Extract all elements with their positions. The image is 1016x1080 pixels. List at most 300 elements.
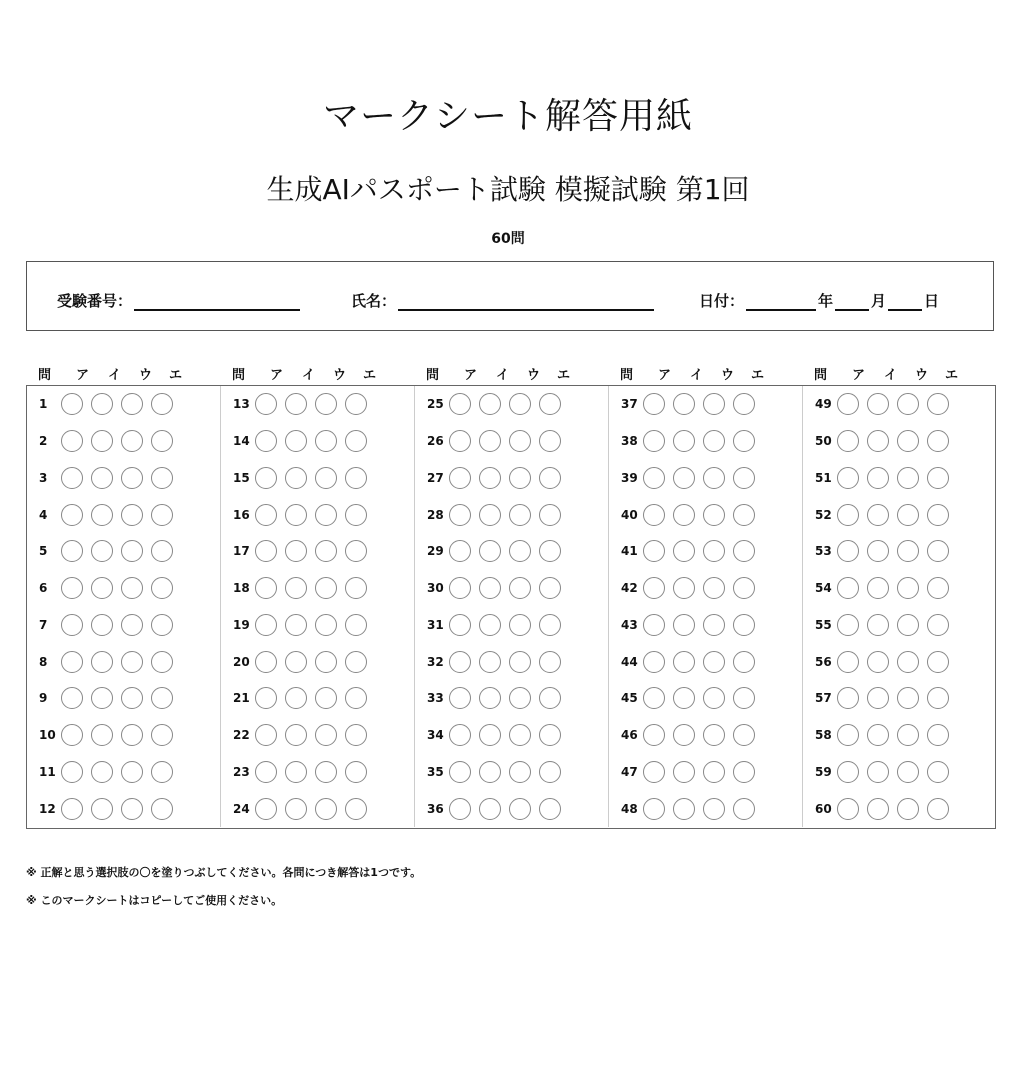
answer-bubble[interactable] bbox=[121, 761, 143, 783]
answer-bubble[interactable] bbox=[285, 761, 307, 783]
answer-bubble[interactable] bbox=[345, 467, 367, 489]
question-number: 36 bbox=[427, 801, 444, 816]
question-number: 5 bbox=[39, 544, 48, 559]
answer-bubble[interactable] bbox=[285, 614, 307, 636]
answer-row bbox=[609, 790, 803, 827]
question-number: 14 bbox=[233, 434, 250, 449]
answer-bubble[interactable] bbox=[61, 651, 83, 673]
answer-bubble[interactable] bbox=[703, 798, 725, 820]
answer-bubble[interactable] bbox=[673, 687, 695, 709]
answer-bubble[interactable] bbox=[151, 798, 173, 820]
date-field[interactable] bbox=[699, 290, 939, 311]
answer-bubble[interactable] bbox=[91, 724, 113, 746]
answer-bubble[interactable] bbox=[479, 577, 501, 599]
answer-bubble[interactable] bbox=[703, 687, 725, 709]
answer-bubble[interactable] bbox=[927, 798, 949, 820]
exam-number-line[interactable] bbox=[134, 293, 300, 311]
question-count: 60問 bbox=[491, 231, 525, 247]
answer-bubble[interactable] bbox=[121, 724, 143, 746]
answer-bubble[interactable] bbox=[255, 430, 277, 452]
header-option-label: ア bbox=[270, 368, 284, 383]
answer-bubble[interactable] bbox=[733, 393, 755, 415]
answer-bubble[interactable] bbox=[91, 687, 113, 709]
answer-bubble[interactable] bbox=[345, 724, 367, 746]
answer-bubble[interactable] bbox=[285, 724, 307, 746]
answer-bubble[interactable] bbox=[867, 430, 889, 452]
question-number: 44 bbox=[621, 654, 638, 669]
answer-bubble[interactable] bbox=[121, 577, 143, 599]
answer-bubble[interactable] bbox=[285, 687, 307, 709]
answer-bubble[interactable] bbox=[673, 393, 695, 415]
answer-bubble[interactable] bbox=[733, 577, 755, 599]
answer-bubble[interactable] bbox=[643, 577, 665, 599]
answer-bubble[interactable] bbox=[479, 504, 501, 526]
answer-bubble[interactable] bbox=[121, 540, 143, 562]
answer-bubble[interactable] bbox=[867, 467, 889, 489]
answer-bubble[interactable] bbox=[285, 577, 307, 599]
answer-bubble[interactable] bbox=[927, 651, 949, 673]
answer-bubble[interactable] bbox=[315, 798, 337, 820]
answer-row bbox=[415, 460, 609, 497]
answer-bubble[interactable] bbox=[255, 467, 277, 489]
answer-bubble[interactable] bbox=[61, 614, 83, 636]
answer-bubble[interactable] bbox=[345, 798, 367, 820]
answer-bubble[interactable] bbox=[509, 761, 531, 783]
answer-bubble[interactable] bbox=[733, 798, 755, 820]
answer-bubble[interactable] bbox=[121, 504, 143, 526]
answer-bubble[interactable] bbox=[733, 504, 755, 526]
header-option-label: エ bbox=[751, 368, 765, 383]
answer-bubble[interactable] bbox=[643, 504, 665, 526]
answer-bubble[interactable] bbox=[703, 724, 725, 746]
answer-bubble[interactable] bbox=[897, 430, 919, 452]
answer-bubble[interactable] bbox=[61, 393, 83, 415]
header-option-label: ア bbox=[658, 368, 672, 383]
answer-bubble[interactable] bbox=[539, 761, 561, 783]
answer-bubble[interactable] bbox=[703, 393, 725, 415]
answer-bubble[interactable] bbox=[867, 761, 889, 783]
answer-row bbox=[415, 680, 609, 717]
answer-bubble[interactable] bbox=[315, 393, 337, 415]
answer-bubble[interactable] bbox=[703, 614, 725, 636]
answer-column bbox=[27, 386, 221, 827]
answer-bubble[interactable] bbox=[867, 724, 889, 746]
question-number: 2 bbox=[39, 434, 48, 449]
answer-bubble[interactable] bbox=[867, 614, 889, 636]
answer-bubble[interactable] bbox=[345, 614, 367, 636]
answer-bubble[interactable] bbox=[449, 724, 471, 746]
answer-bubble[interactable] bbox=[509, 687, 531, 709]
answer-bubble[interactable] bbox=[479, 540, 501, 562]
answer-bubble[interactable] bbox=[61, 467, 83, 489]
answer-header-row bbox=[26, 364, 996, 382]
date-label: 日付： bbox=[699, 292, 745, 310]
answer-bubble[interactable] bbox=[121, 467, 143, 489]
day-line[interactable] bbox=[888, 293, 922, 311]
answer-bubble[interactable] bbox=[643, 724, 665, 746]
answer-row bbox=[803, 570, 997, 607]
answer-row bbox=[415, 717, 609, 754]
answer-bubble[interactable] bbox=[345, 761, 367, 783]
answer-bubble[interactable] bbox=[255, 577, 277, 599]
answer-bubble[interactable] bbox=[673, 540, 695, 562]
answer-grid bbox=[26, 385, 996, 829]
answer-bubble[interactable] bbox=[927, 430, 949, 452]
question-number: 20 bbox=[233, 654, 250, 669]
answer-bubble[interactable] bbox=[837, 798, 859, 820]
answer-bubble[interactable] bbox=[539, 577, 561, 599]
header-question-label: 問 bbox=[814, 368, 828, 383]
answer-bubble[interactable] bbox=[837, 651, 859, 673]
answer-row bbox=[609, 533, 803, 570]
answer-bubble[interactable] bbox=[673, 724, 695, 746]
answer-bubble[interactable] bbox=[315, 430, 337, 452]
answer-bubble[interactable] bbox=[151, 504, 173, 526]
answer-bubble[interactable] bbox=[285, 540, 307, 562]
answer-bubble[interactable] bbox=[479, 467, 501, 489]
answer-bubble[interactable] bbox=[345, 540, 367, 562]
answer-bubble[interactable] bbox=[733, 540, 755, 562]
answer-bubble[interactable] bbox=[897, 798, 919, 820]
answer-bubble[interactable] bbox=[643, 761, 665, 783]
answer-bubble[interactable] bbox=[539, 798, 561, 820]
answer-bubble[interactable] bbox=[673, 577, 695, 599]
answer-bubble[interactable] bbox=[479, 687, 501, 709]
answer-bubble[interactable] bbox=[927, 614, 949, 636]
answer-bubble[interactable] bbox=[285, 393, 307, 415]
answer-bubble[interactable] bbox=[255, 687, 277, 709]
answer-bubble[interactable] bbox=[643, 651, 665, 673]
answer-bubble[interactable] bbox=[91, 540, 113, 562]
name-line[interactable] bbox=[398, 293, 654, 311]
answer-row bbox=[803, 717, 997, 754]
answer-row bbox=[27, 643, 221, 680]
answer-bubble[interactable] bbox=[449, 687, 471, 709]
answer-bubble[interactable] bbox=[449, 393, 471, 415]
answer-bubble[interactable] bbox=[151, 540, 173, 562]
answer-bubble[interactable] bbox=[345, 651, 367, 673]
answer-row bbox=[27, 680, 221, 717]
answer-bubble[interactable] bbox=[91, 651, 113, 673]
answer-bubble[interactable] bbox=[539, 467, 561, 489]
answer-bubble[interactable] bbox=[733, 467, 755, 489]
answer-bubble[interactable] bbox=[927, 393, 949, 415]
answer-bubble[interactable] bbox=[449, 430, 471, 452]
answer-row bbox=[803, 643, 997, 680]
answer-bubble[interactable] bbox=[255, 393, 277, 415]
question-number: 41 bbox=[621, 544, 638, 559]
answer-bubble[interactable] bbox=[703, 540, 725, 562]
answer-bubble[interactable] bbox=[897, 761, 919, 783]
answer-bubble[interactable] bbox=[733, 430, 755, 452]
answer-bubble[interactable] bbox=[315, 540, 337, 562]
answer-bubble[interactable] bbox=[315, 724, 337, 746]
answer-bubble[interactable] bbox=[539, 504, 561, 526]
answer-bubble[interactable] bbox=[151, 614, 173, 636]
question-number: 47 bbox=[621, 764, 638, 779]
answer-bubble[interactable] bbox=[673, 614, 695, 636]
name-label: 氏名： bbox=[351, 292, 397, 310]
header-question-label: 問 bbox=[426, 368, 440, 383]
answer-bubble[interactable] bbox=[315, 687, 337, 709]
answer-bubble[interactable] bbox=[703, 504, 725, 526]
answer-bubble[interactable] bbox=[285, 504, 307, 526]
answer-bubble[interactable] bbox=[61, 761, 83, 783]
answer-bubble[interactable] bbox=[703, 467, 725, 489]
answer-bubble[interactable] bbox=[643, 467, 665, 489]
answer-bubble[interactable] bbox=[539, 540, 561, 562]
question-number: 28 bbox=[427, 507, 444, 522]
exam-number-field[interactable] bbox=[57, 290, 302, 311]
answer-bubble[interactable] bbox=[897, 687, 919, 709]
answer-bubble[interactable] bbox=[703, 761, 725, 783]
answer-column bbox=[803, 386, 997, 827]
answer-bubble[interactable] bbox=[61, 540, 83, 562]
answer-bubble[interactable] bbox=[285, 467, 307, 489]
answer-bubble[interactable] bbox=[539, 430, 561, 452]
answer-bubble[interactable] bbox=[61, 724, 83, 746]
answer-bubble[interactable] bbox=[121, 687, 143, 709]
answer-bubble[interactable] bbox=[837, 687, 859, 709]
answer-bubble[interactable] bbox=[121, 651, 143, 673]
answer-bubble[interactable] bbox=[255, 504, 277, 526]
answer-bubble[interactable] bbox=[479, 798, 501, 820]
question-number: 30 bbox=[427, 581, 444, 596]
answer-bubble[interactable] bbox=[315, 761, 337, 783]
answer-bubble[interactable] bbox=[733, 687, 755, 709]
answer-bubble[interactable] bbox=[151, 724, 173, 746]
answer-bubble[interactable] bbox=[151, 651, 173, 673]
answer-bubble[interactable] bbox=[897, 724, 919, 746]
answer-bubble[interactable] bbox=[867, 504, 889, 526]
header-column bbox=[26, 364, 220, 382]
question-number: 7 bbox=[39, 617, 48, 632]
answer-bubble[interactable] bbox=[673, 798, 695, 820]
answer-bubble[interactable] bbox=[897, 577, 919, 599]
answer-bubble[interactable] bbox=[449, 614, 471, 636]
answer-bubble[interactable] bbox=[151, 393, 173, 415]
answer-bubble[interactable] bbox=[897, 393, 919, 415]
answer-bubble[interactable] bbox=[509, 540, 531, 562]
answer-bubble[interactable] bbox=[315, 614, 337, 636]
year-line[interactable] bbox=[746, 293, 816, 311]
answer-bubble[interactable] bbox=[479, 614, 501, 636]
answer-bubble[interactable] bbox=[449, 540, 471, 562]
answer-bubble[interactable] bbox=[733, 761, 755, 783]
answer-bubble[interactable] bbox=[673, 651, 695, 673]
answer-bubble[interactable] bbox=[151, 687, 173, 709]
question-number: 37 bbox=[621, 397, 638, 412]
answer-bubble[interactable] bbox=[449, 761, 471, 783]
answer-bubble[interactable] bbox=[509, 614, 531, 636]
answer-bubble[interactable] bbox=[315, 504, 337, 526]
answer-bubble[interactable] bbox=[703, 430, 725, 452]
answer-bubble[interactable] bbox=[509, 724, 531, 746]
answer-bubble[interactable] bbox=[255, 798, 277, 820]
answer-bubble[interactable] bbox=[703, 577, 725, 599]
answer-bubble[interactable] bbox=[509, 393, 531, 415]
answer-bubble[interactable] bbox=[897, 467, 919, 489]
answer-bubble[interactable] bbox=[539, 724, 561, 746]
answer-bubble[interactable] bbox=[255, 651, 277, 673]
answer-bubble[interactable] bbox=[643, 614, 665, 636]
answer-bubble[interactable] bbox=[345, 577, 367, 599]
answer-bubble[interactable] bbox=[927, 577, 949, 599]
answer-bubble[interactable] bbox=[121, 393, 143, 415]
answer-bubble[interactable] bbox=[255, 614, 277, 636]
answer-bubble[interactable] bbox=[285, 430, 307, 452]
answer-row bbox=[415, 386, 609, 423]
answer-bubble[interactable] bbox=[255, 724, 277, 746]
answer-bubble[interactable] bbox=[837, 393, 859, 415]
answer-bubble[interactable] bbox=[927, 504, 949, 526]
answer-bubble[interactable] bbox=[927, 761, 949, 783]
answer-bubble[interactable] bbox=[61, 798, 83, 820]
answer-row bbox=[803, 533, 997, 570]
header-option-label: イ bbox=[302, 368, 316, 383]
answer-row bbox=[27, 460, 221, 497]
answer-bubble[interactable] bbox=[91, 577, 113, 599]
answer-bubble[interactable] bbox=[345, 504, 367, 526]
answer-bubble[interactable] bbox=[255, 761, 277, 783]
answer-bubble[interactable] bbox=[509, 577, 531, 599]
answer-bubble[interactable] bbox=[837, 577, 859, 599]
answer-bubble[interactable] bbox=[61, 577, 83, 599]
answer-bubble[interactable] bbox=[61, 504, 83, 526]
answer-bubble[interactable] bbox=[897, 504, 919, 526]
answer-bubble[interactable] bbox=[539, 651, 561, 673]
answer-bubble[interactable] bbox=[285, 651, 307, 673]
answer-bubble[interactable] bbox=[121, 430, 143, 452]
answer-bubble[interactable] bbox=[91, 798, 113, 820]
answer-bubble[interactable] bbox=[449, 467, 471, 489]
answer-bubble[interactable] bbox=[91, 430, 113, 452]
answer-bubble[interactable] bbox=[643, 430, 665, 452]
answer-bubble[interactable] bbox=[867, 798, 889, 820]
answer-bubble[interactable] bbox=[509, 651, 531, 673]
answer-bubble[interactable] bbox=[927, 540, 949, 562]
answer-bubble[interactable] bbox=[837, 724, 859, 746]
answer-bubble[interactable] bbox=[91, 761, 113, 783]
month-line[interactable] bbox=[835, 293, 869, 311]
answer-bubble[interactable] bbox=[151, 430, 173, 452]
answer-bubble[interactable] bbox=[61, 687, 83, 709]
answer-bubble[interactable] bbox=[673, 430, 695, 452]
answer-bubble[interactable] bbox=[539, 393, 561, 415]
answer-bubble[interactable] bbox=[673, 504, 695, 526]
answer-bubble[interactable] bbox=[315, 467, 337, 489]
answer-bubble[interactable] bbox=[867, 651, 889, 673]
answer-bubble[interactable] bbox=[643, 393, 665, 415]
answer-bubble[interactable] bbox=[345, 393, 367, 415]
answer-bubble[interactable] bbox=[285, 798, 307, 820]
answer-bubble[interactable] bbox=[867, 393, 889, 415]
name-field[interactable] bbox=[351, 290, 656, 311]
answer-bubble[interactable] bbox=[255, 540, 277, 562]
answer-bubble[interactable] bbox=[733, 651, 755, 673]
question-number: 8 bbox=[39, 654, 48, 669]
answer-bubble[interactable] bbox=[673, 467, 695, 489]
answer-bubble[interactable] bbox=[539, 687, 561, 709]
answer-bubble[interactable] bbox=[539, 614, 561, 636]
answer-bubble[interactable] bbox=[479, 393, 501, 415]
answer-bubble[interactable] bbox=[449, 651, 471, 673]
answer-bubble[interactable] bbox=[345, 687, 367, 709]
question-number: 23 bbox=[233, 764, 250, 779]
answer-bubble[interactable] bbox=[91, 467, 113, 489]
answer-bubble[interactable] bbox=[837, 614, 859, 636]
answer-bubble[interactable] bbox=[479, 761, 501, 783]
question-number: 33 bbox=[427, 691, 444, 706]
answer-bubble[interactable] bbox=[643, 798, 665, 820]
answer-bubble[interactable] bbox=[733, 724, 755, 746]
answer-bubble[interactable] bbox=[897, 540, 919, 562]
answer-bubble[interactable] bbox=[509, 430, 531, 452]
answer-bubble[interactable] bbox=[837, 467, 859, 489]
answer-bubble[interactable] bbox=[91, 504, 113, 526]
answer-bubble[interactable] bbox=[509, 798, 531, 820]
answer-bubble[interactable] bbox=[509, 467, 531, 489]
answer-row bbox=[609, 570, 803, 607]
answer-bubble[interactable] bbox=[733, 614, 755, 636]
answer-bubble[interactable] bbox=[151, 467, 173, 489]
question-number: 4 bbox=[39, 507, 48, 522]
answer-bubble[interactable] bbox=[315, 651, 337, 673]
answer-bubble[interactable] bbox=[345, 430, 367, 452]
answer-bubble[interactable] bbox=[61, 430, 83, 452]
answer-row bbox=[221, 496, 415, 533]
answer-row bbox=[803, 460, 997, 497]
question-number: 32 bbox=[427, 654, 444, 669]
answer-bubble[interactable] bbox=[927, 687, 949, 709]
answer-bubble[interactable] bbox=[121, 798, 143, 820]
answer-bubble[interactable] bbox=[837, 430, 859, 452]
answer-bubble[interactable] bbox=[837, 540, 859, 562]
answer-bubble[interactable] bbox=[643, 687, 665, 709]
answer-bubble[interactable] bbox=[867, 540, 889, 562]
answer-bubble[interactable] bbox=[151, 577, 173, 599]
answer-row bbox=[27, 607, 221, 644]
header-option-label: ウ bbox=[915, 368, 929, 383]
answer-bubble[interactable] bbox=[867, 687, 889, 709]
answer-bubble[interactable] bbox=[927, 724, 949, 746]
answer-bubble[interactable] bbox=[121, 614, 143, 636]
exam-number-label: 受験番号： bbox=[57, 292, 133, 310]
answer-bubble[interactable] bbox=[91, 614, 113, 636]
answer-bubble[interactable] bbox=[867, 577, 889, 599]
answer-bubble[interactable] bbox=[315, 577, 337, 599]
answer-bubble[interactable] bbox=[837, 504, 859, 526]
answer-bubble[interactable] bbox=[479, 651, 501, 673]
answer-bubble[interactable] bbox=[673, 761, 695, 783]
answer-bubble[interactable] bbox=[449, 504, 471, 526]
answer-bubble[interactable] bbox=[509, 504, 531, 526]
answer-bubble[interactable] bbox=[449, 577, 471, 599]
answer-bubble[interactable] bbox=[449, 798, 471, 820]
answer-bubble[interactable] bbox=[479, 430, 501, 452]
answer-bubble[interactable] bbox=[837, 761, 859, 783]
question-number: 58 bbox=[815, 728, 832, 743]
answer-bubble[interactable] bbox=[151, 761, 173, 783]
answer-bubble[interactable] bbox=[703, 651, 725, 673]
answer-bubble[interactable] bbox=[91, 393, 113, 415]
answer-bubble[interactable] bbox=[479, 724, 501, 746]
answer-bubble[interactable] bbox=[643, 540, 665, 562]
question-number: 38 bbox=[621, 434, 638, 449]
answer-bubble[interactable] bbox=[927, 467, 949, 489]
answer-bubble[interactable] bbox=[897, 651, 919, 673]
answer-bubble[interactable] bbox=[897, 614, 919, 636]
